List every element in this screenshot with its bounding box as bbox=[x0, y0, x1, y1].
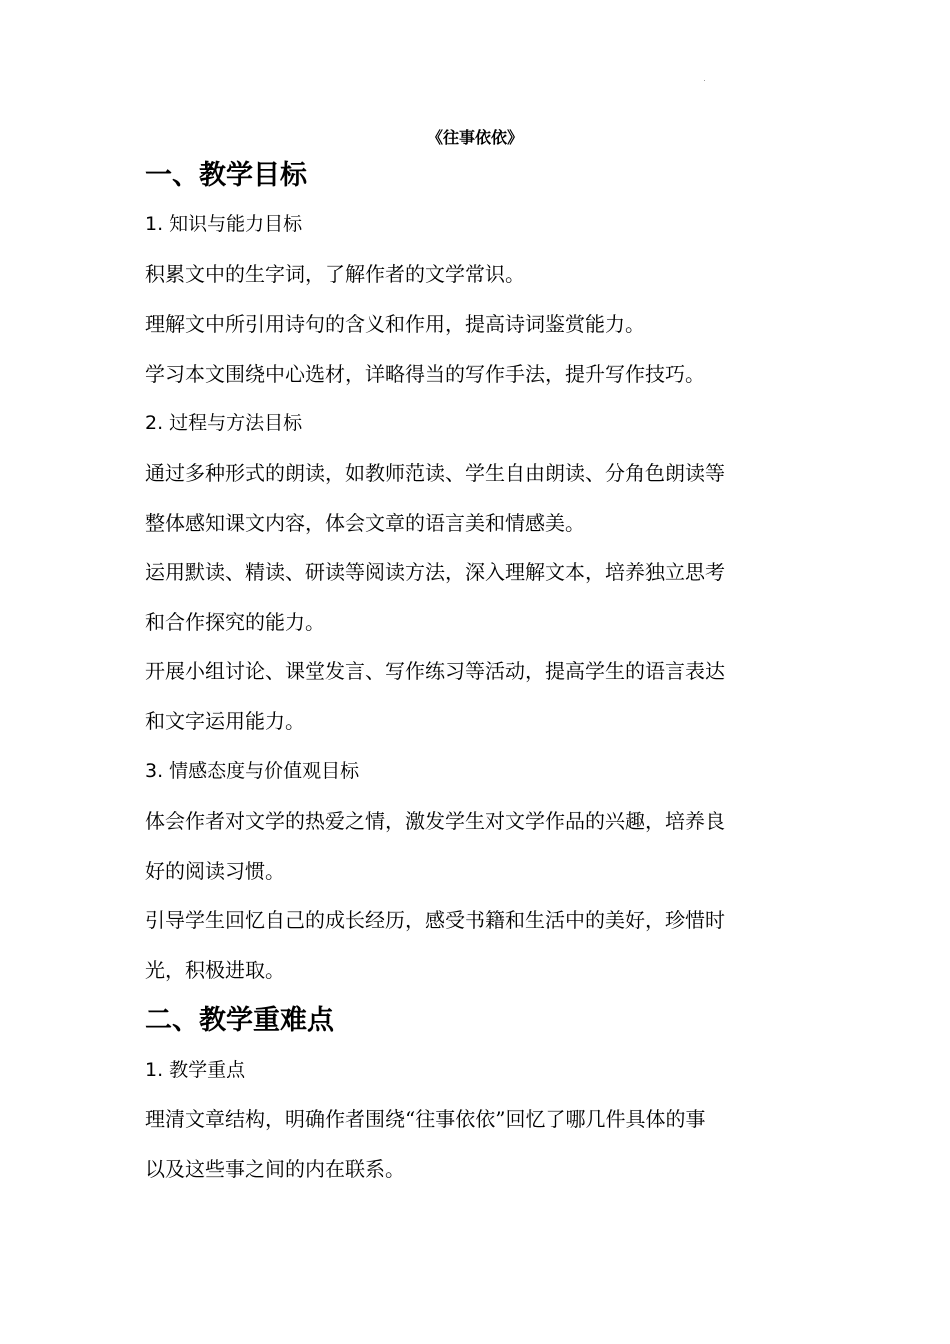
paragraph-line: 开展小组讨论、课堂发言、写作练习等活动，提高学生的语言表达 bbox=[145, 659, 725, 683]
paragraph-emotion-2 bbox=[145, 895, 809, 995]
paragraph-process-1 bbox=[145, 448, 809, 548]
section-heading-teaching-goals: 一、教学目标 bbox=[145, 160, 307, 191]
section-heading-key-difficult-points: 二、教学重难点 bbox=[145, 1005, 334, 1036]
paragraph-line: 理清文章结构，明确作者围绕“往事依依”回忆了哪几件具体的事 bbox=[145, 1107, 706, 1131]
subheading-process-method: 2. 过程与方法目标 bbox=[145, 412, 303, 434]
paragraph-line: 好的阅读习惯。 bbox=[145, 859, 285, 883]
paragraph-line: 和合作探究的能力。 bbox=[145, 610, 325, 634]
paragraph-process-3 bbox=[145, 646, 809, 746]
paragraph-goal-2 bbox=[145, 299, 809, 349]
paragraph-line: 体会作者对文学的热爱之情，激发学生对文学作品的兴趣，培养良 bbox=[145, 809, 725, 833]
subheading-knowledge-ability: 1. 知识与能力目标 bbox=[145, 213, 303, 235]
paragraph-line: 运用默读、精读、研读等阅读方法，深入理解文本，培养独立思考 bbox=[145, 560, 725, 584]
paragraph-line: 和文字运用能力。 bbox=[145, 709, 305, 733]
paragraph-line: 理解文中所引用诗句的含义和作用，提高诗词鉴赏能力。 bbox=[145, 312, 645, 336]
paragraph-goal-1 bbox=[145, 249, 809, 299]
subheading-teaching-focus: 1. 教学重点 bbox=[145, 1059, 246, 1081]
paragraph-process-2 bbox=[145, 547, 809, 647]
document-title: 《往事依依》 bbox=[426, 128, 523, 147]
paragraph-line: 通过多种形式的朗读，如教师范读、学生自由朗读、分角色朗读等 bbox=[145, 461, 725, 485]
paragraph-focus-1 bbox=[145, 1094, 809, 1194]
paragraph-line: 学习本文围绕中心选材，详略得当的写作手法，提升写作技巧。 bbox=[145, 362, 705, 386]
paragraph-line: 光，积极进取。 bbox=[145, 958, 285, 982]
paragraph-line: 积累文中的生字词，了解作者的文学常识。 bbox=[145, 262, 525, 286]
paragraph-emotion-1 bbox=[145, 796, 809, 896]
paragraph-line: 整体感知课文内容，体会文章的语言美和情感美。 bbox=[145, 511, 585, 535]
paragraph-line: 引导学生回忆自己的成长经历，感受书籍和生活中的美好，珍惜时 bbox=[145, 908, 725, 932]
speck-mark bbox=[704, 80, 705, 81]
subheading-emotion-values: 3. 情感态度与价值观目标 bbox=[145, 760, 360, 782]
paragraph-line: 以及这些事之间的内在联系。 bbox=[145, 1157, 405, 1181]
paragraph-goal-3 bbox=[145, 349, 809, 399]
